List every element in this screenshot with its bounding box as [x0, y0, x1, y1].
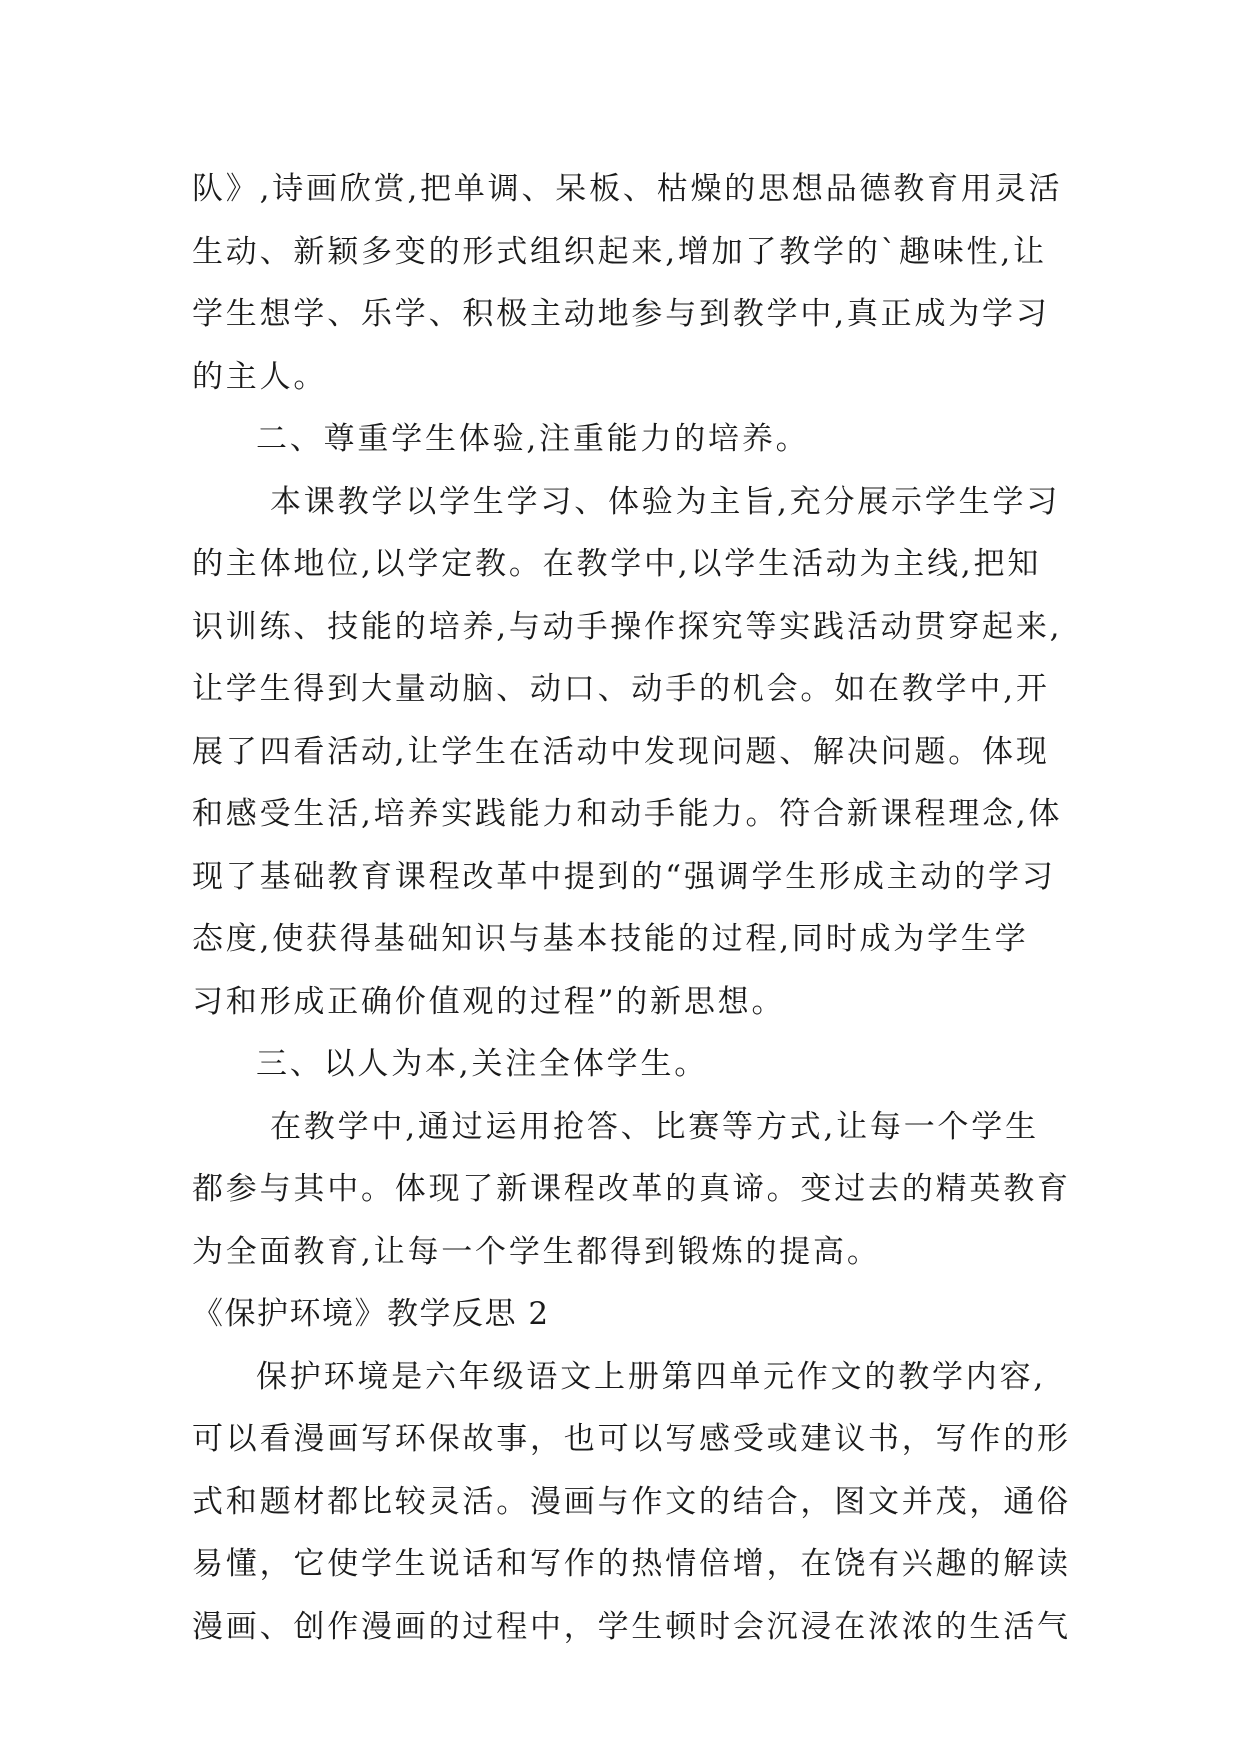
paragraph-line: 态度,使获得基础知识与基本技能的过程,同时成为学生学 — [192, 921, 1029, 957]
paragraph-line: 展了四看活动,让学生在活动中发现问题、解决问题。体现 — [192, 733, 1050, 770]
paragraph-line: 本课教学以学生学习、体验为主旨,充分展示学生学习 — [270, 483, 1061, 520]
paragraph-line: 都参与其中。体现了新课程改革的真谛。变过去的精英教育 — [192, 1171, 1071, 1207]
article-title: 《保护环境》教学反思 2 — [192, 1296, 550, 1332]
paragraph-line: 漫画、创作漫画的过程中，学生顿时会沉浸在浓浓的生活气 — [192, 1608, 1071, 1645]
paragraph-line: 习和形成正确价值观的过程”的新思想。 — [192, 983, 786, 1020]
section-heading: 二、尊重学生体验,注重能力的培养。 — [256, 421, 810, 457]
paragraph-line: 可以看漫画写环保故事，也可以写感受或建议书，写作的形 — [192, 1421, 1071, 1457]
paragraph-line: 的主体地位,以学定教。在教学中,以学生活动为主线,把知 — [192, 546, 1042, 582]
paragraph-line: 保护环境是六年级语文上册第四单元作文的教学内容, — [256, 1358, 1047, 1395]
paragraph-line: 让学生得到大量动脑、动口、动手的机会。如在教学中,开 — [192, 671, 1050, 707]
paragraph-line: 在教学中,通过运用抢答、比赛等方式,让每一个学生 — [270, 1108, 1039, 1145]
paragraph-line: 式和题材都比较灵活。漫画与作文的结合，图文并茂，通俗 — [192, 1483, 1071, 1520]
paragraph-line: 生动、新颖多变的形式组织起来,增加了教学的`趣味性,让 — [192, 233, 1047, 270]
paragraph-line: 的主人。 — [192, 358, 328, 395]
paragraph-line: 易懂，它使学生说话和写作的热情倍增，在饶有兴趣的解读 — [192, 1546, 1071, 1582]
paragraph-line: 现了基础教育课程改革中提到的“强调学生形成主动的学习 — [192, 858, 1056, 895]
paragraph-line: 识训练、技能的培养,与动手操作探究等实践活动贯穿起来, — [192, 608, 1063, 645]
paragraph-line: 学生想学、乐学、积极主动地参与到教学中,真正成为学习 — [192, 296, 1050, 332]
document-body — [192, 158, 1071, 1658]
section-heading: 三、以人为本,关注全体学生。 — [256, 1046, 709, 1082]
paragraph-line: 和感受生活,培养实践能力和动手能力。符合新课程理念,体 — [192, 796, 1063, 832]
paragraph-line: 队》,诗画欣赏,把单调、呆板、枯燥的思想品德教育用灵活 — [192, 171, 1063, 207]
paragraph-line: 为全面教育,让每一个学生都得到锻炼的提高。 — [192, 1233, 881, 1270]
